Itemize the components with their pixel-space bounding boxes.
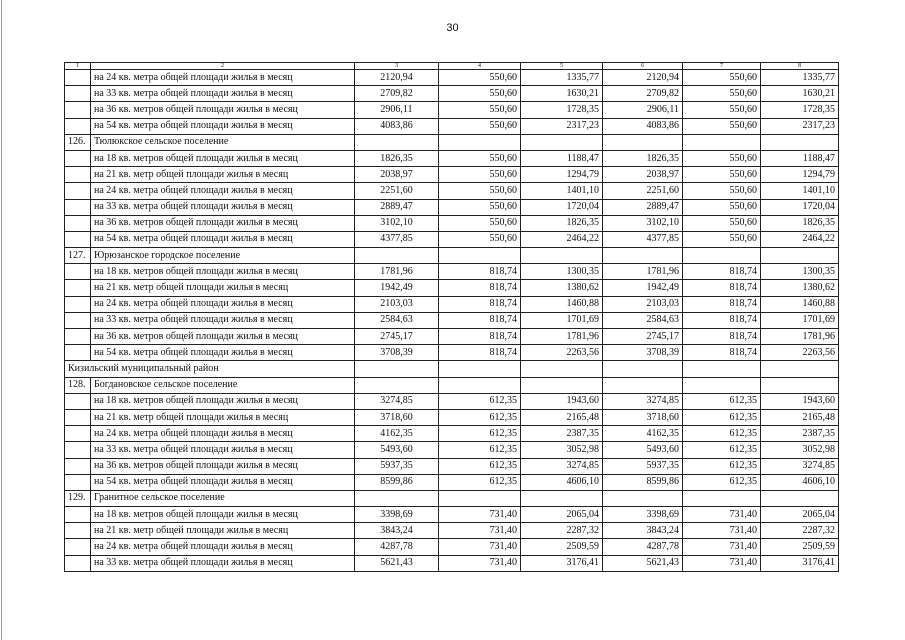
empty-cell: [683, 248, 761, 264]
value-cell: 550,60: [683, 231, 761, 247]
value-cell: 2584,63: [603, 312, 683, 328]
value-cell: 2038,97: [355, 167, 439, 183]
value-cell: 612,35: [439, 474, 521, 490]
value-cell: 550,60: [439, 70, 521, 86]
value-cell: 612,35: [683, 442, 761, 458]
empty-cell: [761, 134, 839, 150]
value-cell: 818,74: [439, 345, 521, 361]
value-cell: 1781,96: [603, 264, 683, 280]
value-cell: 3176,41: [761, 555, 839, 571]
row-label: на 33 кв. метра общей площади жилья в месяц: [91, 442, 355, 458]
value-cell: 550,60: [439, 150, 521, 166]
table-row: [65, 231, 839, 247]
value-cell: 5621,43: [603, 555, 683, 571]
table-row: [65, 215, 839, 231]
row-label: на 21 кв. метр общей площади жилья в месяц: [91, 409, 355, 425]
value-cell: 2906,11: [603, 102, 683, 118]
value-cell: 1380,62: [521, 280, 603, 296]
settlement-title: Богдановское сельское поселение: [91, 377, 355, 393]
value-cell: 818,74: [439, 280, 521, 296]
value-cell: 818,74: [439, 329, 521, 345]
value-cell: 1720,04: [761, 199, 839, 215]
value-cell: 1942,49: [603, 280, 683, 296]
value-cell: 1781,96: [521, 329, 603, 345]
value-cell: 2745,17: [355, 329, 439, 345]
value-cell: 612,35: [439, 393, 521, 409]
settlement-number: 127.: [65, 248, 91, 264]
row-index-cell: [65, 442, 91, 458]
empty-cell: [761, 248, 839, 264]
row-label: на 18 кв. метров общей площади жилья в месяц: [91, 150, 355, 166]
value-cell: 818,74: [439, 296, 521, 312]
page-left-edge: [1, 0, 2, 640]
table-row: [65, 474, 839, 490]
value-cell: 1300,35: [521, 264, 603, 280]
value-cell: 4377,85: [603, 231, 683, 247]
empty-cell: [439, 134, 521, 150]
value-cell: 731,40: [439, 523, 521, 539]
value-cell: 1826,35: [355, 150, 439, 166]
value-cell: 1781,96: [355, 264, 439, 280]
row-label: на 24 кв. метра общей площади жилья в месяц: [91, 296, 355, 312]
value-cell: 1728,35: [761, 102, 839, 118]
value-cell: 2709,82: [355, 86, 439, 102]
row-label: на 36 кв. метров общей площади жилья в месяц: [91, 458, 355, 474]
value-cell: 1701,69: [521, 312, 603, 328]
row-index-cell: [65, 426, 91, 442]
value-cell: 8599,86: [603, 474, 683, 490]
row-index-cell: [65, 555, 91, 571]
value-cell: 818,74: [683, 345, 761, 361]
table-row: [65, 70, 839, 86]
value-cell: 3843,24: [355, 523, 439, 539]
value-cell: 2584,63: [355, 312, 439, 328]
settlement-header-row: [65, 248, 839, 264]
value-cell: 2287,32: [761, 523, 839, 539]
value-cell: 731,40: [683, 523, 761, 539]
value-cell: 612,35: [683, 426, 761, 442]
value-cell: 3398,69: [355, 507, 439, 523]
value-cell: 2251,60: [603, 183, 683, 199]
value-cell: 1728,35: [521, 102, 603, 118]
column-number-row: [65, 63, 839, 70]
row-label: на 18 кв. метров общей площади жилья в месяц: [91, 393, 355, 409]
column-number: 8: [761, 63, 839, 70]
value-cell: 818,74: [683, 329, 761, 345]
table-row: [65, 264, 839, 280]
value-cell: 550,60: [439, 199, 521, 215]
table-row: [65, 102, 839, 118]
empty-cell: [761, 490, 839, 506]
value-cell: 5937,35: [603, 458, 683, 474]
row-label: на 18 кв. метров общей площади жилья в месяц: [91, 507, 355, 523]
column-number: 4: [439, 63, 521, 70]
table-body: [65, 70, 839, 572]
value-cell: 550,60: [683, 70, 761, 86]
table-row: [65, 426, 839, 442]
table-row: [65, 296, 839, 312]
row-label: на 33 кв. метра общей площади жилья в месяц: [91, 86, 355, 102]
row-index-cell: [65, 102, 91, 118]
value-cell: 612,35: [683, 458, 761, 474]
value-cell: 550,60: [683, 150, 761, 166]
empty-cell: [439, 377, 521, 393]
table-row: [65, 345, 839, 361]
column-number: 5: [521, 63, 603, 70]
page-number: 30: [446, 22, 459, 34]
value-cell: 4162,35: [355, 426, 439, 442]
value-cell: 2317,23: [521, 118, 603, 134]
table-row: [65, 118, 839, 134]
row-label: на 33 кв. метра общей площади жилья в месяц: [91, 555, 355, 571]
value-cell: 731,40: [439, 555, 521, 571]
value-cell: 3102,10: [603, 215, 683, 231]
row-index-cell: [65, 70, 91, 86]
value-cell: 1294,79: [761, 167, 839, 183]
empty-cell: [603, 490, 683, 506]
value-cell: 731,40: [439, 507, 521, 523]
empty-cell: [521, 490, 603, 506]
value-cell: 2709,82: [603, 86, 683, 102]
value-cell: 550,60: [683, 183, 761, 199]
empty-cell: [603, 377, 683, 393]
table-row: [65, 199, 839, 215]
value-cell: 550,60: [439, 118, 521, 134]
value-cell: 818,74: [439, 312, 521, 328]
value-cell: 2263,56: [521, 345, 603, 361]
value-cell: 4377,85: [355, 231, 439, 247]
value-cell: 1294,79: [521, 167, 603, 183]
row-label: на 21 кв. метр общей площади жилья в месяц: [91, 280, 355, 296]
value-cell: 2889,47: [355, 199, 439, 215]
settlement-number: 128.: [65, 377, 91, 393]
row-label: на 54 кв. метра общей площади жилья в месяц: [91, 231, 355, 247]
value-cell: 3052,98: [521, 442, 603, 458]
value-cell: 2120,94: [355, 70, 439, 86]
value-cell: 818,74: [683, 264, 761, 280]
value-cell: 612,35: [683, 393, 761, 409]
value-cell: 818,74: [683, 312, 761, 328]
row-index-cell: [65, 150, 91, 166]
value-cell: 2387,35: [521, 426, 603, 442]
empty-cell: [683, 490, 761, 506]
row-index-cell: [65, 280, 91, 296]
row-label: на 36 кв. метров общей площади жилья в месяц: [91, 102, 355, 118]
table-row: [65, 458, 839, 474]
value-cell: 612,35: [683, 409, 761, 425]
empty-cell: [439, 361, 521, 377]
value-cell: 2509,59: [761, 539, 839, 555]
table-row: [65, 86, 839, 102]
value-cell: 612,35: [439, 442, 521, 458]
value-cell: 550,60: [439, 167, 521, 183]
value-cell: 3052,98: [761, 442, 839, 458]
value-cell: 2165,48: [761, 409, 839, 425]
value-cell: 1701,69: [761, 312, 839, 328]
row-index-cell: [65, 231, 91, 247]
value-cell: 1943,60: [761, 393, 839, 409]
empty-cell: [603, 361, 683, 377]
row-index-cell: [65, 264, 91, 280]
value-cell: 550,60: [683, 167, 761, 183]
value-cell: 731,40: [439, 539, 521, 555]
tariff-table: [64, 62, 839, 572]
value-cell: 5493,60: [355, 442, 439, 458]
empty-cell: [439, 248, 521, 264]
value-cell: 3274,85: [355, 393, 439, 409]
column-number: 6: [603, 63, 683, 70]
table-row: [65, 329, 839, 345]
value-cell: 612,35: [439, 458, 521, 474]
value-cell: 1630,21: [761, 86, 839, 102]
value-cell: 2317,23: [761, 118, 839, 134]
value-cell: 3398,69: [603, 507, 683, 523]
row-index-cell: [65, 507, 91, 523]
empty-cell: [603, 134, 683, 150]
row-index-cell: [65, 345, 91, 361]
value-cell: 1460,88: [521, 296, 603, 312]
value-cell: 1401,10: [521, 183, 603, 199]
table-row: [65, 442, 839, 458]
empty-cell: [521, 377, 603, 393]
value-cell: 3102,10: [355, 215, 439, 231]
value-cell: 3708,39: [603, 345, 683, 361]
row-index-cell: [65, 409, 91, 425]
row-label: на 24 кв. метра общей площади жилья в месяц: [91, 183, 355, 199]
value-cell: 1943,60: [521, 393, 603, 409]
row-label: на 21 кв. метр общей площади жилья в месяц: [91, 167, 355, 183]
row-index-cell: [65, 86, 91, 102]
value-cell: 2120,94: [603, 70, 683, 86]
settlement-number: 126.: [65, 134, 91, 150]
row-index-cell: [65, 183, 91, 199]
settlement-number: 129.: [65, 490, 91, 506]
column-number: 1: [65, 63, 91, 70]
empty-cell: [683, 361, 761, 377]
value-cell: 2906,11: [355, 102, 439, 118]
table-row: [65, 523, 839, 539]
table-row: [65, 393, 839, 409]
row-index-cell: [65, 329, 91, 345]
table-row: [65, 167, 839, 183]
empty-cell: [521, 361, 603, 377]
value-cell: 550,60: [439, 215, 521, 231]
value-cell: 2251,60: [355, 183, 439, 199]
value-cell: 3718,60: [603, 409, 683, 425]
value-cell: 1826,35: [761, 215, 839, 231]
empty-cell: [355, 377, 439, 393]
settlement-title: Гранитное сельское поселение: [91, 490, 355, 506]
empty-cell: [521, 248, 603, 264]
table-row: [65, 183, 839, 199]
value-cell: 550,60: [683, 199, 761, 215]
empty-cell: [355, 361, 439, 377]
empty-cell: [439, 490, 521, 506]
empty-cell: [683, 377, 761, 393]
value-cell: 3274,85: [521, 458, 603, 474]
value-cell: 3274,85: [603, 393, 683, 409]
column-number: 7: [683, 63, 761, 70]
empty-cell: [761, 361, 839, 377]
value-cell: 2889,47: [603, 199, 683, 215]
row-index-cell: [65, 312, 91, 328]
value-cell: 612,35: [439, 426, 521, 442]
district-header-row: [65, 361, 839, 377]
value-cell: 1826,35: [603, 150, 683, 166]
row-index-cell: [65, 458, 91, 474]
table-row: [65, 555, 839, 571]
row-index-cell: [65, 474, 91, 490]
value-cell: 1826,35: [521, 215, 603, 231]
row-label: на 24 кв. метра общей площади жилья в месяц: [91, 426, 355, 442]
value-cell: 731,40: [683, 539, 761, 555]
value-cell: 1720,04: [521, 199, 603, 215]
row-label: на 54 кв. метра общей площади жилья в месяц: [91, 474, 355, 490]
table-row: [65, 150, 839, 166]
empty-cell: [683, 134, 761, 150]
value-cell: 550,60: [439, 183, 521, 199]
row-label: на 36 кв. метров общей площади жилья в месяц: [91, 215, 355, 231]
settlement-header-row: [65, 134, 839, 150]
value-cell: 1188,47: [521, 150, 603, 166]
value-cell: 550,60: [439, 86, 521, 102]
row-index-cell: [65, 215, 91, 231]
row-index-cell: [65, 523, 91, 539]
value-cell: 550,60: [683, 118, 761, 134]
value-cell: 4606,10: [761, 474, 839, 490]
row-label: на 54 кв. метра общей площади жилья в месяц: [91, 345, 355, 361]
value-cell: 612,35: [683, 474, 761, 490]
row-label: на 36 кв. метров общей площади жилья в месяц: [91, 329, 355, 345]
column-number: 2: [91, 63, 355, 70]
value-cell: 550,60: [683, 102, 761, 118]
value-cell: 1335,77: [521, 70, 603, 86]
value-cell: 550,60: [439, 102, 521, 118]
value-cell: 3274,85: [761, 458, 839, 474]
value-cell: 2464,22: [761, 231, 839, 247]
row-label: на 24 кв. метра общей площади жилья в месяц: [91, 539, 355, 555]
value-cell: 4162,35: [603, 426, 683, 442]
value-cell: 2387,35: [761, 426, 839, 442]
table-row: [65, 507, 839, 523]
value-cell: 3176,41: [521, 555, 603, 571]
value-cell: 1942,49: [355, 280, 439, 296]
value-cell: 4606,10: [521, 474, 603, 490]
value-cell: 1781,96: [761, 329, 839, 345]
empty-cell: [761, 377, 839, 393]
value-cell: 3843,24: [603, 523, 683, 539]
empty-cell: [355, 490, 439, 506]
value-cell: 2103,03: [355, 296, 439, 312]
row-index-cell: [65, 199, 91, 215]
value-cell: 3708,39: [355, 345, 439, 361]
row-index-cell: [65, 393, 91, 409]
value-cell: 2287,32: [521, 523, 603, 539]
value-cell: 1335,77: [761, 70, 839, 86]
settlement-header-row: [65, 377, 839, 393]
district-title: Кизильский муниципальный район: [65, 361, 355, 377]
row-label: на 33 кв. метра общей площади жилья в месяц: [91, 312, 355, 328]
value-cell: 5621,43: [355, 555, 439, 571]
empty-cell: [521, 134, 603, 150]
value-cell: 2263,56: [761, 345, 839, 361]
value-cell: 5937,35: [355, 458, 439, 474]
value-cell: 818,74: [683, 280, 761, 296]
table-row: [65, 539, 839, 555]
value-cell: 2745,17: [603, 329, 683, 345]
table-row: [65, 280, 839, 296]
empty-cell: [603, 248, 683, 264]
table-row: [65, 409, 839, 425]
value-cell: 731,40: [683, 507, 761, 523]
value-cell: 818,74: [439, 264, 521, 280]
value-cell: 550,60: [439, 231, 521, 247]
value-cell: 2038,97: [603, 167, 683, 183]
value-cell: 731,40: [683, 555, 761, 571]
value-cell: 2065,04: [761, 507, 839, 523]
row-index-cell: [65, 296, 91, 312]
value-cell: 2464,22: [521, 231, 603, 247]
value-cell: 1380,62: [761, 280, 839, 296]
value-cell: 3718,60: [355, 409, 439, 425]
row-label: на 18 кв. метров общей площади жилья в месяц: [91, 264, 355, 280]
value-cell: 2509,59: [521, 539, 603, 555]
value-cell: 4287,78: [603, 539, 683, 555]
row-index-cell: [65, 167, 91, 183]
row-index-cell: [65, 539, 91, 555]
value-cell: 8599,86: [355, 474, 439, 490]
value-cell: 1630,21: [521, 86, 603, 102]
value-cell: 4287,78: [355, 539, 439, 555]
settlement-title: Юрюзанское городское поселение: [91, 248, 355, 264]
settlement-title: Тюлюкское сельское поселение: [91, 134, 355, 150]
table-row: [65, 312, 839, 328]
settlement-header-row: [65, 490, 839, 506]
row-label: на 24 кв. метра общей площади жилья в месяц: [91, 70, 355, 86]
row-label: на 54 кв. метра общей площади жилья в месяц: [91, 118, 355, 134]
value-cell: 550,60: [683, 215, 761, 231]
value-cell: 2065,04: [521, 507, 603, 523]
empty-cell: [355, 134, 439, 150]
column-number: 3: [355, 63, 439, 70]
value-cell: 1401,10: [761, 183, 839, 199]
row-label: на 33 кв. метра общей площади жилья в месяц: [91, 199, 355, 215]
value-cell: 1300,35: [761, 264, 839, 280]
row-index-cell: [65, 118, 91, 134]
value-cell: 4083,86: [355, 118, 439, 134]
value-cell: 550,60: [683, 86, 761, 102]
empty-cell: [355, 248, 439, 264]
value-cell: 612,35: [439, 409, 521, 425]
value-cell: 818,74: [683, 296, 761, 312]
value-cell: 5493,60: [603, 442, 683, 458]
value-cell: 2165,48: [521, 409, 603, 425]
value-cell: 4083,86: [603, 118, 683, 134]
value-cell: 1188,47: [761, 150, 839, 166]
value-cell: 1460,88: [761, 296, 839, 312]
row-label: на 21 кв. метр общей площади жилья в месяц: [91, 523, 355, 539]
value-cell: 2103,03: [603, 296, 683, 312]
